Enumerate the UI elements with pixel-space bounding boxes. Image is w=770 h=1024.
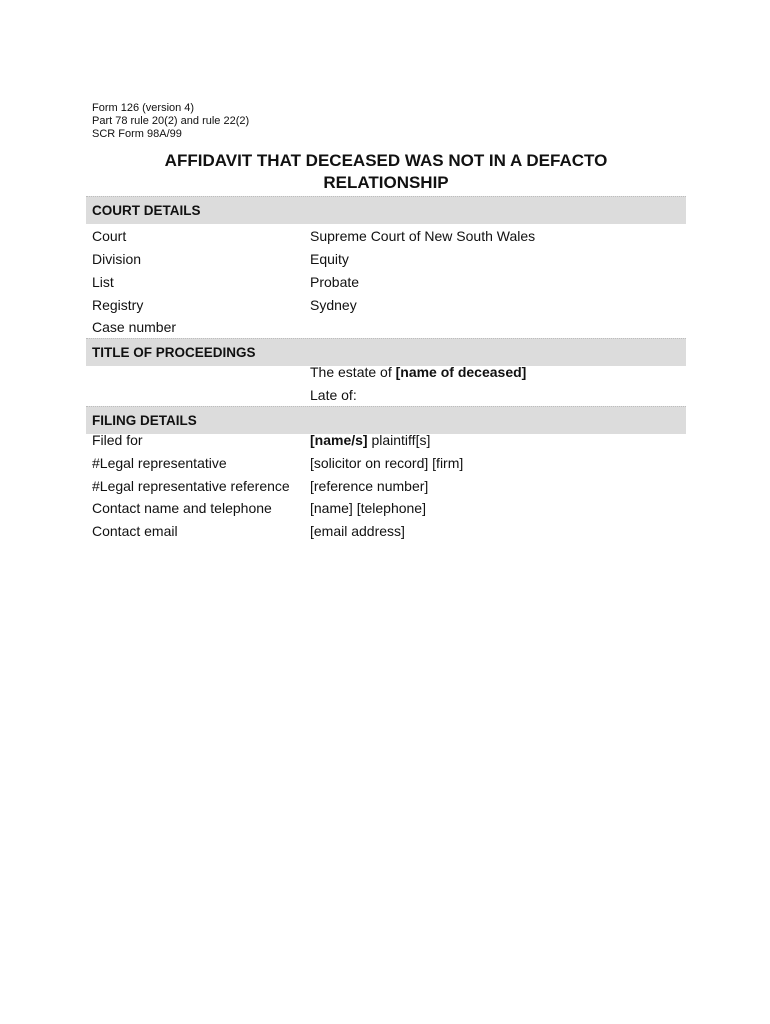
contact-name-label: Contact name and telephone xyxy=(92,500,272,516)
legal-reference-value: [reference number] xyxy=(310,478,429,494)
list-value: Probate xyxy=(310,274,360,290)
court-details-header: COURT DETAILS xyxy=(86,196,686,224)
document-title-line2: RELATIONSHIP xyxy=(323,173,449,192)
list-label: List xyxy=(92,274,114,290)
late-of-row xyxy=(86,384,686,406)
contact-name-row xyxy=(86,497,686,519)
legal-reference-row xyxy=(86,475,686,497)
filed-for-role: plaintiff[s] xyxy=(367,432,431,448)
legal-representative-label: #Legal representative xyxy=(92,455,227,471)
registry-row xyxy=(86,294,686,316)
court-label: Court xyxy=(92,228,127,244)
contact-email-label: Contact email xyxy=(92,523,178,539)
form-rule: Part 78 rule 20(2) and rule 22(2) xyxy=(92,115,250,127)
document-title xyxy=(86,150,686,194)
case-number-label: Case number xyxy=(92,319,177,335)
document-title-line1: AFFIDAVIT THAT DECEASED WAS NOT IN A DEFACTO xyxy=(164,151,608,170)
case-number-row xyxy=(86,316,686,338)
division-value: Equity xyxy=(310,251,349,267)
registry-label: Registry xyxy=(92,297,144,313)
filed-for-value xyxy=(310,429,430,451)
list-row xyxy=(86,271,686,293)
estate-value xyxy=(310,361,526,383)
legal-representative-value: [solicitor on record] [firm] xyxy=(310,455,464,471)
court-value: Supreme Court of New South Wales xyxy=(310,228,536,244)
filing-details-header: FILING DETAILS xyxy=(86,406,686,434)
contact-name-value: [name] [telephone] xyxy=(310,500,426,516)
form-number: Form 126 (version 4) xyxy=(92,102,195,114)
form-reference xyxy=(92,102,249,141)
contact-email-row xyxy=(86,520,686,542)
title-of-proceedings-header: TITLE OF PROCEEDINGS xyxy=(86,338,686,366)
filed-for-names: [name/s] xyxy=(310,432,368,448)
division-row xyxy=(86,248,686,270)
division-label: Division xyxy=(92,251,142,267)
legal-representative-row xyxy=(86,452,686,474)
late-of-label: Late of: xyxy=(310,387,357,403)
contact-email-value: [email address] xyxy=(310,523,405,539)
estate-row xyxy=(86,361,686,383)
filed-for-label: Filed for xyxy=(92,432,143,448)
form-scr: SCR Form 98A/99 xyxy=(92,128,182,140)
deceased-name-placeholder: [name of deceased] xyxy=(395,364,527,380)
legal-reference-label: #Legal representative reference xyxy=(92,478,290,494)
filed-for-row xyxy=(86,429,686,451)
registry-value: Sydney xyxy=(310,297,357,313)
estate-prefix: The estate of xyxy=(310,364,396,380)
court-row xyxy=(86,225,686,247)
